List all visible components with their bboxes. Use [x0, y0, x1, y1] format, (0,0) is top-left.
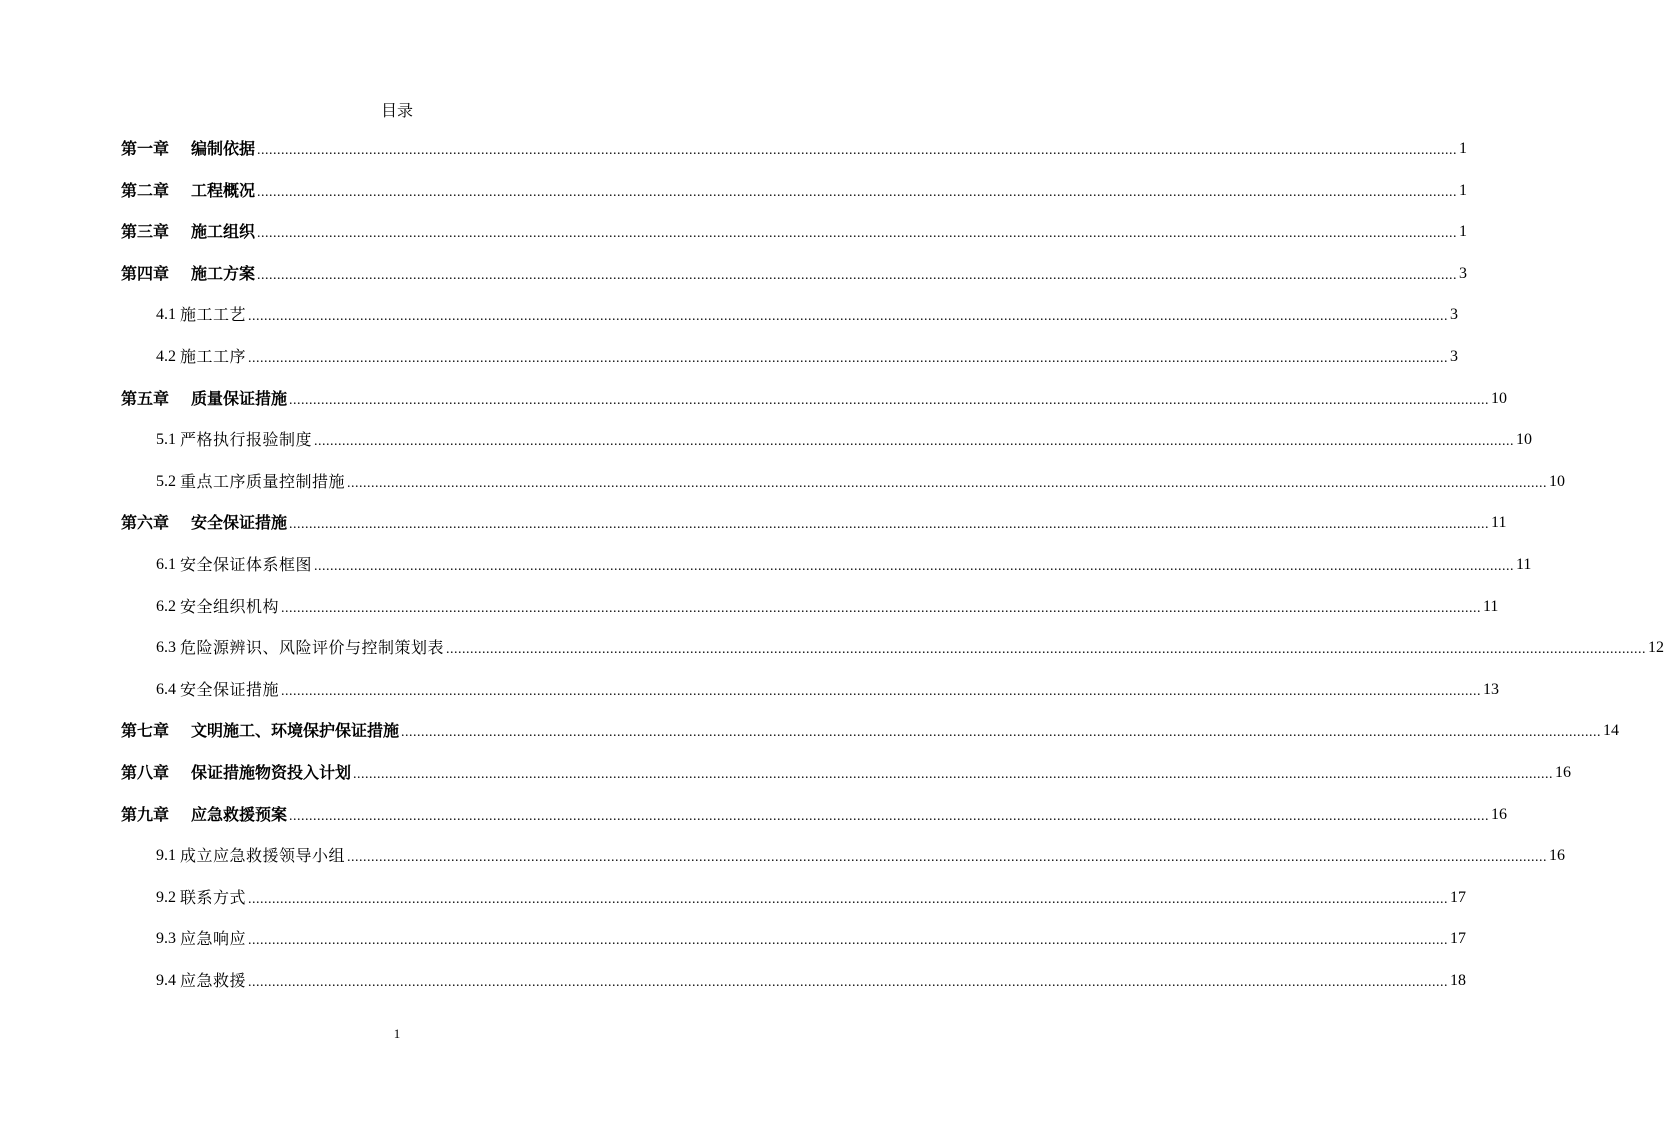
- toc-entry-number: 6.1: [156, 556, 176, 573]
- toc-entry-title: 应急救援预案: [191, 804, 288, 824]
- toc-dot-leader: ............................................................................................................................................................................................................................................................................................................: [248, 891, 1449, 907]
- toc-entry-number: 第三章: [121, 222, 170, 242]
- toc-entry-number: 5.1: [156, 431, 176, 449]
- toc-dot-leader: ............................................................................................................................................................................................................................................................................................................: [257, 267, 1458, 283]
- toc-entry-page: 10: [1549, 472, 1566, 490]
- toc-entry-page: 10: [1516, 431, 1533, 449]
- toc-entry-page: 11: [1483, 597, 1499, 615]
- toc-entry-title: 安全保证措施: [191, 513, 288, 533]
- toc-entry-number: 9.4: [156, 972, 176, 989]
- toc-entry-page: 12: [1648, 639, 1664, 657]
- toc-entry-number: 6.2: [156, 597, 176, 615]
- toc-section-entry[interactable]: [156, 469, 1566, 493]
- toc-section-entry[interactable]: [156, 594, 1499, 618]
- toc-dot-leader: ............................................................................................................................................................................................................................................................................................................: [289, 517, 1490, 533]
- toc-entry-page: 11: [1516, 556, 1532, 573]
- toc-entry-number: 9.2: [156, 888, 176, 906]
- toc-entry-number: 第八章: [121, 763, 170, 782]
- toc-entry-number: 6.4: [156, 680, 176, 698]
- toc-chapter-entry[interactable]: [121, 718, 1620, 742]
- toc-dot-leader: ............................................................................................................................................................................................................................................................................................................: [401, 725, 1602, 741]
- toc-entry-number: 4.2: [156, 348, 176, 365]
- toc-dot-leader: ............................................................................................................................................................................................................................................................................................................: [281, 600, 1482, 616]
- toc-chapter-entry[interactable]: [121, 261, 1468, 285]
- toc-dot-leader: ............................................................................................................................................................................................................................................................................................................: [353, 767, 1554, 782]
- toc-entry-page: 18: [1450, 972, 1467, 989]
- toc-entry-title: 编制依据: [191, 139, 256, 158]
- toc-entry-page: 17: [1450, 888, 1467, 906]
- toc-entry-title: 应急响应: [180, 929, 247, 949]
- toc-entry-title: 重点工序质量控制措施: [180, 471, 346, 491]
- toc-dot-leader: ............................................................................................................................................................................................................................................................................................................: [257, 226, 1458, 242]
- toc-entry-title: 施工工艺: [180, 305, 247, 325]
- toc-entry-number: 6.3: [156, 639, 176, 657]
- toc-entry-page: 14: [1603, 722, 1620, 740]
- toc-section-entry[interactable]: [156, 926, 1467, 950]
- toc-entry-number: 第二章: [121, 180, 170, 200]
- toc-entry-title: 联系方式: [180, 887, 247, 907]
- toc-entry-title: 应急救援: [180, 971, 247, 990]
- toc-entry-title: 安全保证体系框图: [180, 555, 313, 574]
- toc-section-entry[interactable]: [156, 843, 1566, 867]
- toc-entry-number: 第四章: [121, 263, 170, 283]
- toc-entry-number: 5.2: [156, 472, 176, 490]
- page-title: 目录: [380, 101, 413, 120]
- toc-chapter-entry[interactable]: [121, 219, 1468, 243]
- toc-entry-title: 安全组织机构: [180, 596, 280, 616]
- toc-entry-number: 第六章: [121, 513, 170, 533]
- toc-dot-leader: ............................................................................................................................................................................................................................................................................................................: [281, 683, 1482, 699]
- toc-entry-number: 9.1: [156, 847, 176, 865]
- toc-entry-number: 第一章: [121, 139, 170, 158]
- toc-dot-leader: ............................................................................................................................................................................................................................................................................................................: [446, 642, 1647, 658]
- toc-entry-title: 严格执行报验制度: [180, 430, 313, 450]
- toc-dot-leader: ............................................................................................................................................................................................................................................................................................................: [314, 434, 1515, 450]
- toc-section-entry[interactable]: [156, 427, 1533, 451]
- toc-dot-leader: ............................................................................................................................................................................................................................................................................................................: [257, 143, 1458, 158]
- toc-entry-page: 13: [1483, 680, 1500, 698]
- toc-dot-leader: ............................................................................................................................................................................................................................................................................................................: [347, 850, 1548, 866]
- toc-section-entry[interactable]: [156, 885, 1467, 909]
- toc-section-entry[interactable]: [156, 302, 1459, 326]
- toc-section-entry[interactable]: [156, 344, 1459, 368]
- toc-dot-leader: ............................................................................................................................................................................................................................................................................................................: [248, 309, 1449, 325]
- toc-chapter-entry[interactable]: [121, 802, 1508, 826]
- toc-entry-title: 施工组织: [191, 222, 256, 242]
- toc-section-entry[interactable]: [156, 968, 1467, 992]
- toc-section-entry[interactable]: [156, 552, 1532, 576]
- toc-chapter-entry[interactable]: [121, 178, 1468, 202]
- toc-dot-leader: ............................................................................................................................................................................................................................................................................................................: [257, 184, 1458, 200]
- toc-entry-number: 第五章: [121, 388, 170, 408]
- toc-entry-page: 1: [1459, 140, 1468, 157]
- page-number: 1: [393, 1026, 401, 1041]
- toc-entry-title: 工程概况: [191, 180, 256, 200]
- toc-entry-number: 第九章: [121, 804, 170, 824]
- toc-entry-page: 3: [1450, 306, 1459, 324]
- toc-section-entry[interactable]: [156, 635, 1664, 659]
- toc-entry-number: 第七章: [121, 721, 170, 741]
- toc-entry-page: 16: [1491, 805, 1508, 823]
- toc-section-entry[interactable]: [156, 677, 1500, 701]
- toc-dot-leader: ............................................................................................................................................................................................................................................................................................................: [248, 351, 1449, 366]
- toc-dot-leader: ............................................................................................................................................................................................................................................................................................................: [314, 559, 1515, 574]
- toc-entry-number: 9.3: [156, 930, 176, 948]
- toc-entry-title: 危险源辨识、风险评价与控制策划表: [180, 638, 445, 658]
- toc-entry-page: 11: [1491, 514, 1507, 532]
- toc-dot-leader: ............................................................................................................................................................................................................................................................................................................: [248, 975, 1449, 990]
- toc-entry-title: 保证措施物资投入计划: [191, 763, 352, 782]
- toc-entry-title: 文明施工、环境保护保证措施: [191, 721, 400, 741]
- toc-chapter-entry[interactable]: [121, 760, 1572, 784]
- toc-entry-title: 成立应急救援领导小组: [180, 846, 346, 866]
- toc-chapter-entry[interactable]: [121, 386, 1508, 410]
- toc-entry-title: 施工工序: [180, 347, 247, 366]
- toc-entry-page: 17: [1450, 930, 1467, 948]
- toc-entry-page: 1: [1459, 181, 1468, 199]
- toc-dot-leader: ............................................................................................................................................................................................................................................................................................................: [289, 392, 1490, 408]
- toc-entry-page: 3: [1450, 348, 1459, 365]
- toc-entry-page: 16: [1555, 764, 1572, 781]
- toc-dot-leader: ............................................................................................................................................................................................................................................................................................................: [289, 808, 1490, 824]
- toc-chapter-entry[interactable]: [121, 136, 1468, 160]
- toc-entry-page: 3: [1459, 264, 1468, 282]
- toc-chapter-entry[interactable]: [121, 510, 1507, 534]
- toc-dot-leader: ............................................................................................................................................................................................................................................................................................................: [248, 933, 1449, 949]
- toc-entry-title: 施工方案: [191, 263, 256, 283]
- toc-entry-number: 4.1: [156, 306, 176, 324]
- toc-entry-page: 16: [1549, 847, 1566, 865]
- toc-entry-title: 安全保证措施: [180, 679, 280, 699]
- toc-dot-leader: ............................................................................................................................................................................................................................................................................................................: [347, 475, 1548, 491]
- toc-entry-page: 10: [1491, 389, 1508, 407]
- toc-entry-title: 质量保证措施: [191, 388, 288, 408]
- toc-entry-page: 1: [1459, 223, 1468, 241]
